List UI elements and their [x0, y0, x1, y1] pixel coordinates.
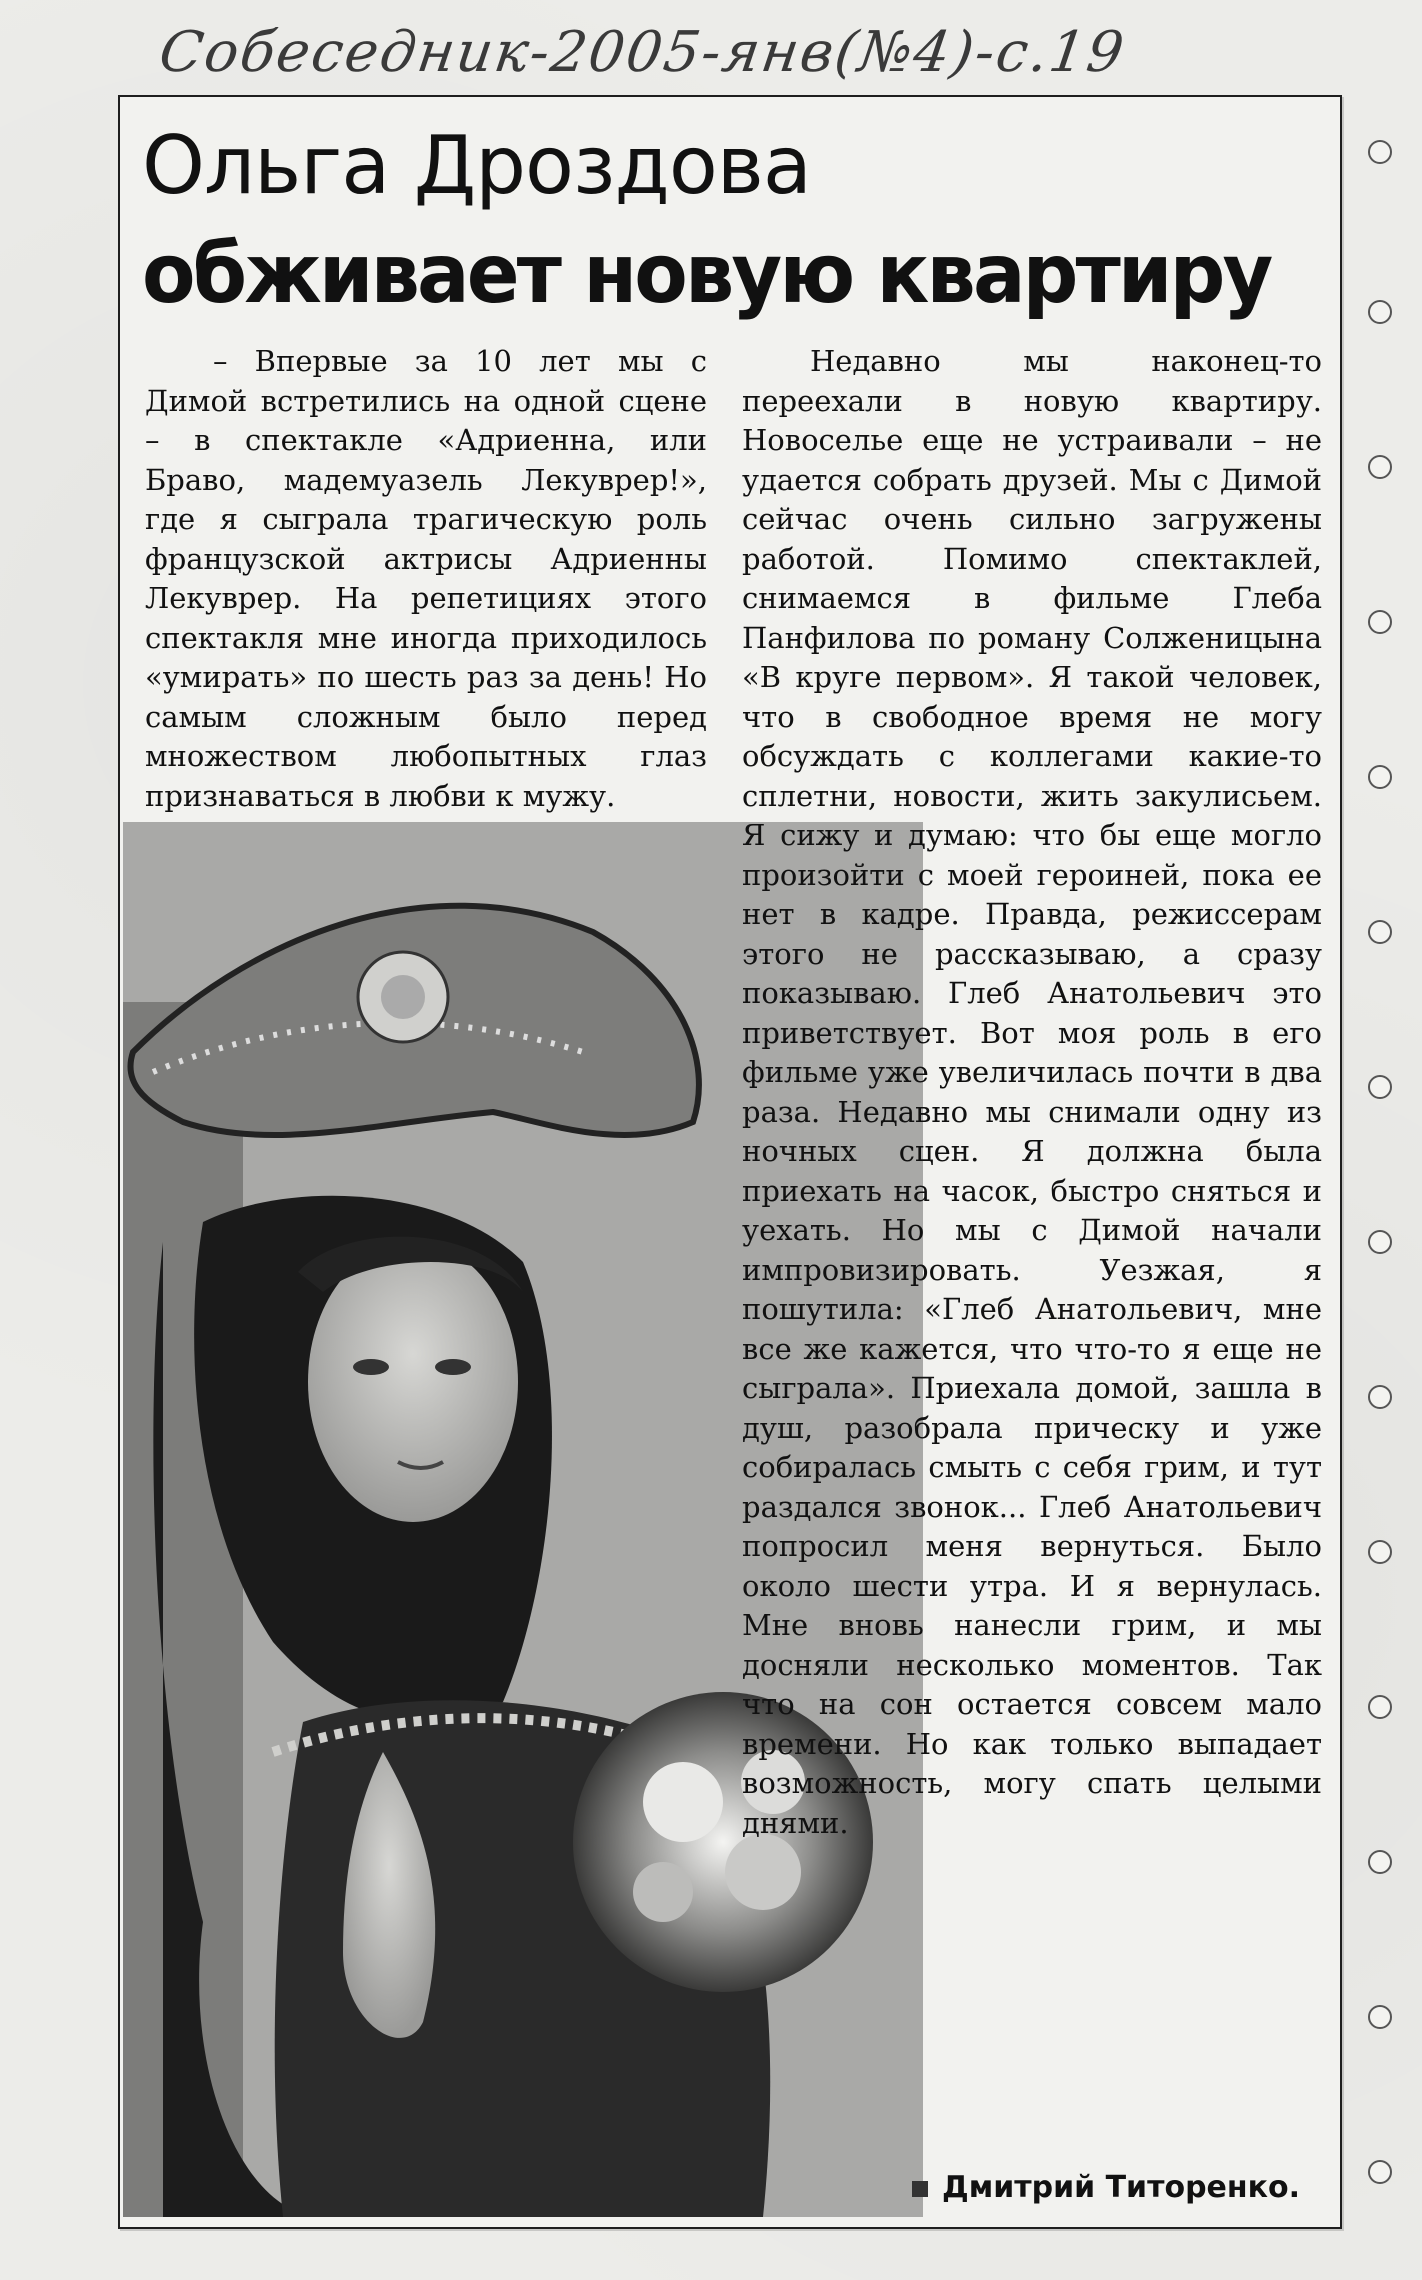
binder-hole [1368, 610, 1392, 634]
binder-hole [1368, 455, 1392, 479]
binder-hole [1368, 920, 1392, 944]
right-column-text: Недавно мы наконец-то переехали в новую квартиру. Новоселье еще не устраивали – не удается собрать друзей. Мы с Димой сейчас очень сильно загружены работой. Помимо спектаклей, снимаемся в фильме Глеба Панфилова по роману Солженицына «В круге первом». Я такой человек, что в свободное время не могу обсуждать с коллегами какие-то сплетни, новости, жить закулисьем. Я сижу и думаю: что бы еще могло произойти с моей героиней, пока ее нет в кадре. Правда, режиссерам этого не рассказываю, а сразу показываю. Глеб Анатольевич это приветствует. Вот моя роль в его фильме уже увеличилась почти в два раза. Недавно мы снимали одну из ночных сцен. Я должна была приехать на часок, быстро сняться и уехать. Но мы с Димой начали импровизировать. Уезжая, я пошутила: «Глеб Анатольевич, мне все же кажется, что что-то я еще не сыграла». Приехала домой, зашла в душ, разобрала прическу и уже собиралась смыть с себя грим, и тут раздался звонок... Глеб Анатольевич попросил меня вернуться. Было около шести утра. И я вернулась. Мне вновь нанесли грим, и мы досняли несколько моментов. Так что на сон остается совсем мало времени. Но как только выпадает возможность, могу спать целыми днями. [742, 344, 1322, 1840]
binder-hole [1368, 1850, 1392, 1874]
binder-hole [1368, 1230, 1392, 1254]
newspaper-clipping [118, 95, 1342, 2229]
binder-hole [1368, 2160, 1392, 2184]
headline-subtitle: обживает новую квартиру [142, 227, 1271, 322]
binder-hole [1368, 2005, 1392, 2029]
article-right-column [742, 342, 1322, 1843]
article-left-column [145, 342, 707, 816]
headline-name: Ольга Дроздова [142, 119, 811, 212]
binder-hole [1368, 300, 1392, 324]
binder-hole [1368, 140, 1392, 164]
square-bullet-icon [912, 2181, 928, 2197]
left-column-text: – Впервые за 10 лет мы с Димой встретились на одной сцене – в спектакле «Адриенна, или Браво, мадемуазель Лекуврер!», где я сыграла трагическую роль французской актрисы Адриенны Лекуврер. На репетициях этого спектакля мне иногда приходилось «умирать» по шесть раз за день! Но самым сложным было перед множеством любопытных глаз признаваться в любви к мужу. [145, 344, 707, 813]
binder-hole [1368, 1540, 1392, 1564]
handwritten-source-note: Собеседник-2005-янв(№4)-с.19 [155, 20, 1130, 85]
author-name: Дмитрий Титоренко. [941, 2170, 1300, 2205]
binder-hole [1368, 1695, 1392, 1719]
byline [912, 2170, 1300, 2205]
binder-hole [1368, 765, 1392, 789]
binder-holes [1348, 110, 1404, 2230]
binder-hole [1368, 1385, 1392, 1409]
binder-hole [1368, 1075, 1392, 1099]
